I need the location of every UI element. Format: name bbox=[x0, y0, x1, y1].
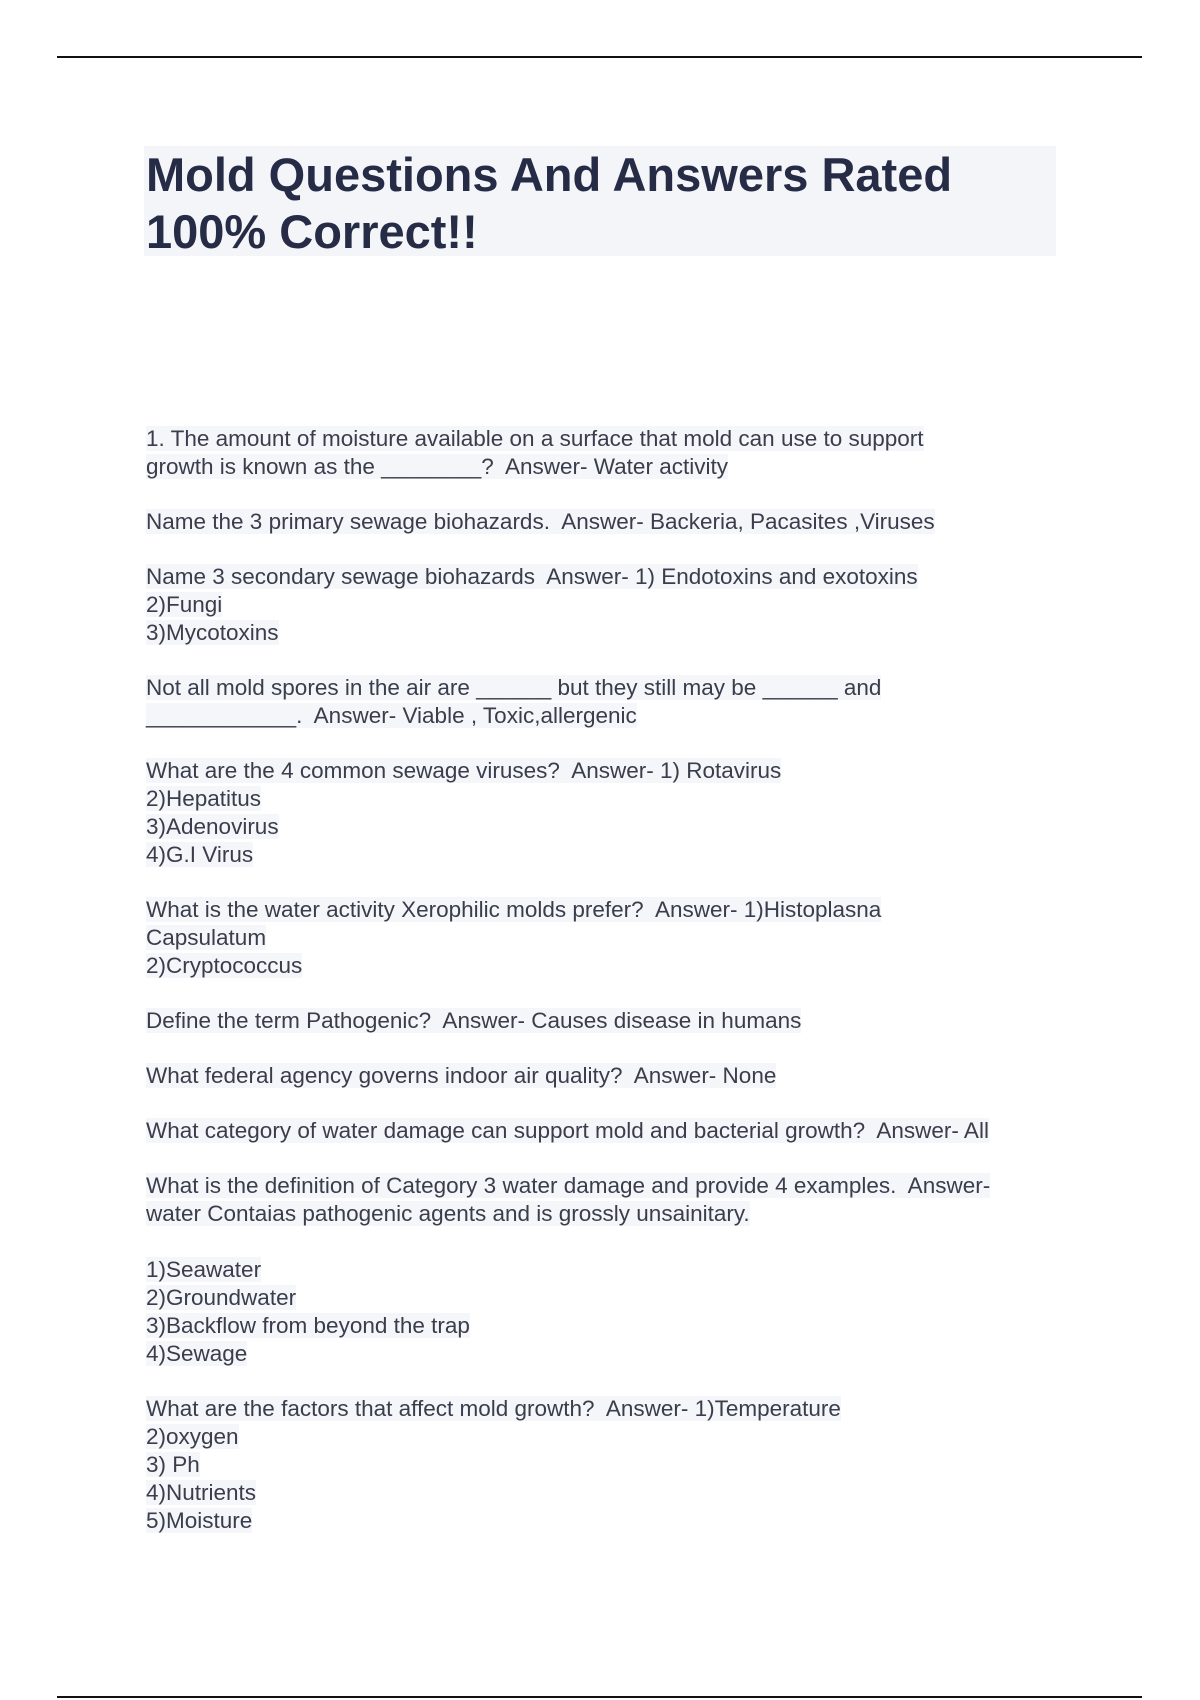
qa-line-text: ____________. Answer- Viable , Toxic,allergenic bbox=[146, 703, 637, 728]
qa-line bbox=[146, 1256, 1066, 1284]
qa-line-text: Not all mold spores in the air are ______ but they still may be ______ and bbox=[146, 675, 882, 700]
qa-line bbox=[146, 1507, 1066, 1535]
qa-line bbox=[146, 1395, 1066, 1423]
qa-list bbox=[146, 425, 1066, 1562]
qa-line-text: 1)Seawater bbox=[146, 1257, 262, 1282]
qa-line-text: What is the definition of Category 3 water damage and provide 4 examples. Answer- bbox=[146, 1173, 991, 1198]
qa-item bbox=[146, 1395, 1066, 1535]
qa-line-text: 2)oxygen bbox=[146, 1424, 239, 1449]
qa-line bbox=[146, 757, 1066, 785]
qa-item bbox=[146, 1117, 1066, 1145]
qa-line bbox=[146, 1284, 1066, 1312]
qa-item bbox=[146, 757, 1066, 869]
qa-line bbox=[146, 1172, 1066, 1200]
qa-line bbox=[146, 591, 1066, 619]
qa-line-text: growth is known as the ________? Answer- Water activity bbox=[146, 454, 728, 479]
qa-line-text: 2)Fungi bbox=[146, 592, 223, 617]
qa-line-text: Capsulatum bbox=[146, 925, 267, 950]
qa-line bbox=[146, 619, 1066, 647]
qa-item bbox=[146, 1062, 1066, 1090]
qa-line-text: What is the water activity Xerophilic molds prefer? Answer- 1)Histoplasna bbox=[146, 897, 882, 922]
qa-line-text: What are the factors that affect mold growth? Answer- 1)Temperature bbox=[146, 1396, 841, 1421]
qa-line bbox=[146, 785, 1066, 813]
qa-line-text: Define the term Pathogenic? Answer- Causes disease in humans bbox=[146, 1008, 802, 1033]
qa-blank-line bbox=[146, 1228, 1066, 1256]
qa-line bbox=[146, 1423, 1066, 1451]
qa-item bbox=[146, 425, 1066, 481]
qa-line bbox=[146, 813, 1066, 841]
qa-line-text: What federal agency governs indoor air quality? Answer- None bbox=[146, 1063, 777, 1088]
qa-line-text: 2)Groundwater bbox=[146, 1285, 297, 1310]
qa-line-text: 4)Sewage bbox=[146, 1341, 248, 1366]
qa-item bbox=[146, 508, 1066, 536]
qa-line-text: Name the 3 primary sewage biohazards. Answer- Backeria, Pacasites ,Viruses bbox=[146, 509, 935, 534]
qa-line bbox=[146, 702, 1066, 730]
qa-line-text: 3)Adenovirus bbox=[146, 814, 279, 839]
qa-line bbox=[146, 453, 1066, 481]
page-title bbox=[146, 146, 1046, 260]
qa-item bbox=[146, 1007, 1066, 1035]
qa-line-text: water Contaias pathogenic agents and is grossly unsainitary. bbox=[146, 1201, 750, 1226]
qa-line bbox=[146, 1007, 1066, 1035]
qa-line bbox=[146, 1312, 1066, 1340]
qa-item bbox=[146, 563, 1066, 647]
qa-line-text: 3)Mycotoxins bbox=[146, 620, 279, 645]
qa-line bbox=[146, 841, 1066, 869]
qa-item bbox=[146, 896, 1066, 980]
qa-line-text: 1. The amount of moisture available on a surface that mold can use to support bbox=[146, 426, 924, 451]
qa-line bbox=[146, 1451, 1066, 1479]
qa-line-text: 4)Nutrients bbox=[146, 1480, 257, 1505]
qa-line bbox=[146, 1117, 1066, 1145]
qa-line bbox=[146, 924, 1066, 952]
qa-line-text: 3)Backflow from beyond the trap bbox=[146, 1313, 470, 1338]
qa-line-text: 5)Moisture bbox=[146, 1508, 253, 1533]
qa-line bbox=[146, 674, 1066, 702]
qa-line bbox=[146, 425, 1066, 453]
qa-line bbox=[146, 1479, 1066, 1507]
qa-line-text: 4)G.I Virus bbox=[146, 842, 254, 867]
qa-line bbox=[146, 1062, 1066, 1090]
top-rule bbox=[57, 56, 1142, 58]
qa-line-text: What category of water damage can support mold and bacterial growth? Answer- All bbox=[146, 1118, 989, 1143]
qa-item bbox=[146, 674, 1066, 730]
qa-line-text: 3) Ph bbox=[146, 1452, 200, 1477]
qa-line bbox=[146, 1200, 1066, 1228]
qa-line bbox=[146, 1340, 1066, 1368]
qa-line bbox=[146, 508, 1066, 536]
qa-line bbox=[146, 563, 1066, 591]
qa-line bbox=[146, 952, 1066, 980]
qa-line-text: 2)Cryptococcus bbox=[146, 953, 303, 978]
qa-line-text: Name 3 secondary sewage biohazards Answer- 1) Endotoxins and exotoxins bbox=[146, 564, 918, 589]
qa-line-text: 2)Hepatitus bbox=[146, 786, 262, 811]
page-title-line-2: 100% Correct!! bbox=[146, 205, 478, 258]
qa-line-text: What are the 4 common sewage viruses? Answer- 1) Rotavirus bbox=[146, 758, 782, 783]
qa-line bbox=[146, 896, 1066, 924]
bottom-rule bbox=[57, 1696, 1142, 1698]
page-title-line-1: Mold Questions And Answers Rated bbox=[146, 148, 953, 201]
qa-item bbox=[146, 1172, 1066, 1368]
